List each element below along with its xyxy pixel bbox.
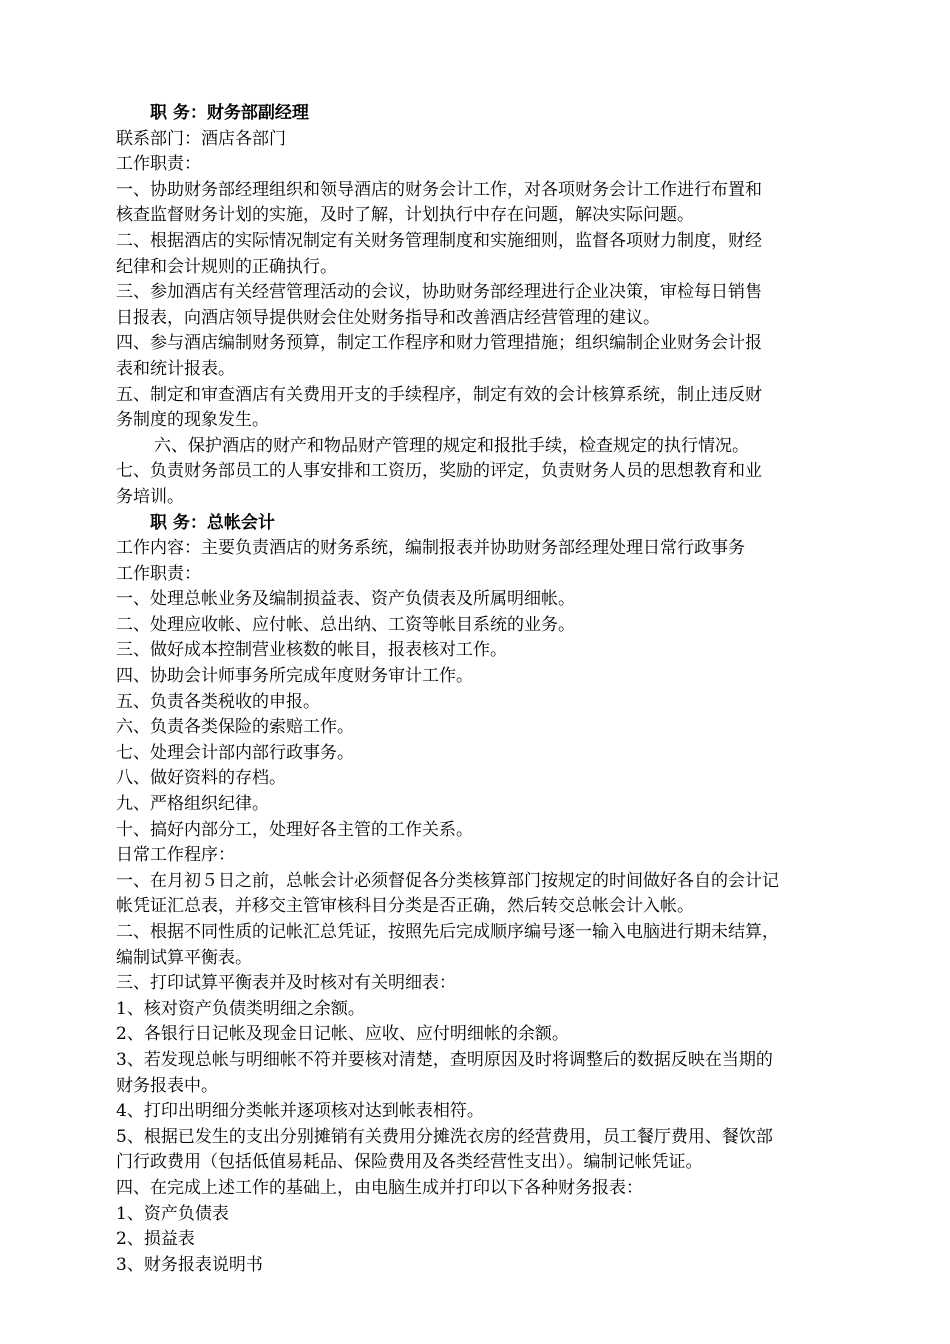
section1-line-1: 联系部门：酒店各部门 xyxy=(116,128,286,149)
section2-line-26: 四、在完成上述工作的基础上，由电脑生成并打印以下各种财务报表： xyxy=(116,1177,643,1198)
section1-line-9: 四、参与酒店编制财务预算，制定工作程序和财力管理措施；组织编制企业财务会计报 xyxy=(116,333,762,354)
section2-line-28: 2、损益表 xyxy=(116,1229,195,1250)
section2-line-18: 三、打印试算平衡表并及时核对有关明细表： xyxy=(116,973,456,994)
section2-line-17: 编制试算平衡表。 xyxy=(116,947,252,968)
section1-line-5: 二、根据酒店的实际情况制定有关财务管理制度和实施细则，监督各项财力制度，财经 xyxy=(116,230,762,251)
section2-line-13: 日常工作程序： xyxy=(116,845,235,866)
section1-line-11: 五、制定和审查酒店有关费用开支的手续程序，制定有效的会计核算系统，制止违反财 xyxy=(116,384,762,405)
section2-line-2: 工作职责： xyxy=(116,563,201,584)
section1-line-3: 一、协助财务部经理组织和领导酒店的财务会计工作，对各项财务会计工作进行布置和 xyxy=(116,179,762,200)
section2-line-20: 2、各银行日记帐及现金日记帐、应收、应付明细帐的余额。 xyxy=(116,1024,569,1045)
section2-line-25: 门行政费用（包括低值易耗品、保险费用及各类经营性支出）。编制记帐凭证。 xyxy=(116,1152,703,1173)
section1-line-12: 务制度的现象发生。 xyxy=(116,410,269,431)
section2-line-21: 3、若发现总帐与明细帐不符并要核对清楚，查明原因及时将调整后的数据反映在当期的 xyxy=(116,1049,773,1070)
section2-line-23: 4、打印出明细分类帐并逐项核对达到帐表相符。 xyxy=(116,1101,484,1122)
section2-line-15: 帐凭证汇总表，并移交主管审核科目分类是否正确，然后转交总帐会计入帐。 xyxy=(116,896,694,917)
section1-line-13: 六、保护酒店的财产和物品财产管理的规定和报批手续，检查规定的执行情况。 xyxy=(154,435,749,456)
section2-line-11: 九、严格组织纪律。 xyxy=(116,794,269,815)
section2-line-27: 1、资产负债表 xyxy=(116,1203,229,1224)
section2-line-12: 十、搞好内部分工，处理好各主管的工作关系。 xyxy=(116,819,473,840)
section1-line-8: 日报表，向酒店领导提供财会住处财务指导和改善酒店经营管理的建议。 xyxy=(116,307,660,328)
section2-line-4: 二、处理应收帐、应付帐、总出纳、工资等帐目系统的业务。 xyxy=(116,614,575,635)
section2-line-7: 五、负责各类税收的申报。 xyxy=(116,691,320,712)
section2-line-29: 3、财务报表说明书 xyxy=(116,1254,263,1275)
section1-line-4: 核查监督财务计划的实施，及时了解，计划执行中存在问题，解决实际问题。 xyxy=(116,205,694,226)
section2-title: 职 务：总帐会计 xyxy=(150,512,275,533)
section2-line-6: 四、协助会计师事务所完成年度财务审计工作。 xyxy=(116,666,473,687)
section2-line-8: 六、负责各类保险的索赔工作。 xyxy=(116,717,354,738)
document-page xyxy=(116,101,876,1278)
section2-line-19: 1、核对资产负债类明细之余额。 xyxy=(116,998,365,1019)
section2-line-3: 一、处理总帐业务及编制损益表、资产负债表及所属明细帐。 xyxy=(116,589,575,610)
section1-line-7: 三、参加酒店有关经营管理活动的会议，协助财务部经理进行企业决策，审检每日销售 xyxy=(116,282,762,303)
section1-line-15: 务培训。 xyxy=(116,486,184,507)
section1-line-10: 表和统计报表。 xyxy=(116,358,235,379)
section2-line-24: 5、根据已发生的支出分别摊销有关费用分摊洗衣房的经营费用，员工餐厅费用、餐饮部 xyxy=(116,1126,773,1147)
section2-line-22: 财务报表中。 xyxy=(116,1075,218,1096)
section2-line-5: 三、做好成本控制营业核数的帐目，报表核对工作。 xyxy=(116,640,507,661)
section2-line-1: 工作内容：主要负责酒店的财务系统，编制报表并协助财务部经理处理日常行政事务 xyxy=(116,538,745,559)
section1-line-6: 纪律和会计规则的正确执行。 xyxy=(116,256,337,277)
section2-line-16: 二、根据不同性质的记帐汇总凭证，按照先后完成顺序编号逐一输入电脑进行期未结算， xyxy=(116,922,779,942)
section1-title: 职 务：财务部副经理 xyxy=(150,103,309,123)
section1-line-14: 七、负责财务部员工的人事安排和工资历，奖励的评定，负责财务人员的思想教育和业 xyxy=(116,461,762,482)
section2-line-10: 八、做好资料的存档。 xyxy=(116,768,286,789)
section2-line-9: 七、处理会计部内部行政事务。 xyxy=(116,742,354,763)
section1-line-2: 工作职责： xyxy=(116,154,201,175)
section2-line-14: 一、在月初５日之前，总帐会计必须督促各分类核算部门按规定的时间做好各自的会计记 xyxy=(116,870,779,891)
